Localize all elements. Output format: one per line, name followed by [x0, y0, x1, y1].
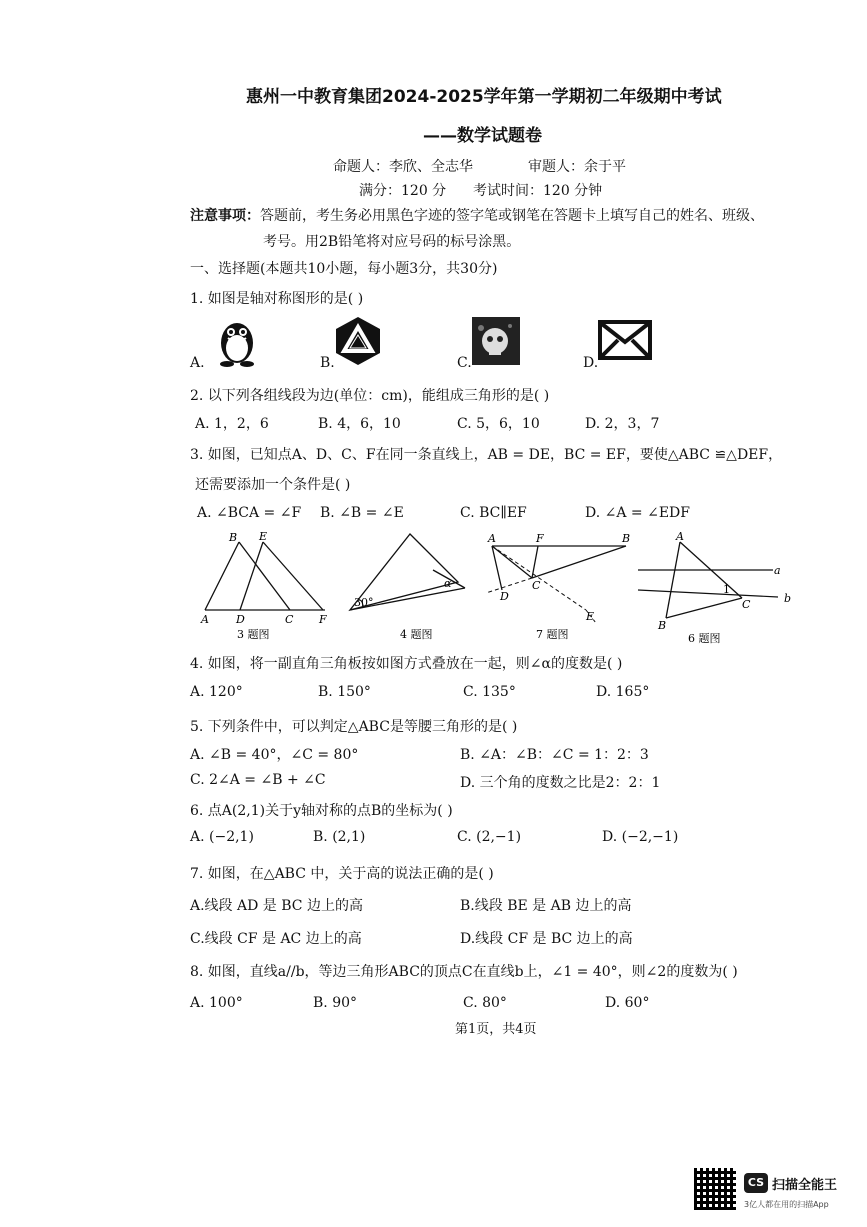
q1-stem: 1. 如图是轴对称图形的是( )	[190, 291, 364, 307]
q2-option-d: D. 2，3，7	[585, 416, 660, 432]
q5-stem: 5. 下列条件中，可以判定△ABC是等腰三角形的是( )	[190, 719, 518, 735]
qr-code-icon	[694, 1168, 736, 1210]
fig4-alpha: α	[444, 577, 452, 590]
q8-option-c: C. 80°	[463, 995, 507, 1011]
fig3-label-c: C	[285, 613, 294, 626]
q7-stem: 7. 如图，在△ABC 中，关于高的说法正确的是( )	[190, 866, 494, 882]
q2-option-a: A. 1，2，6	[195, 416, 269, 432]
q1-option-d: D.	[583, 355, 599, 371]
q5-option-a: A. ∠B = 40°，∠C = 80°	[190, 747, 359, 763]
q7-option-c: C.线段 CF 是 AC 边上的高	[190, 931, 362, 947]
exam-time: 考试时间：120 分钟	[473, 183, 603, 199]
q6-option-c: C. (2,−1)	[457, 829, 522, 845]
q4-stem: 4. 如图，将一副直角三角板按如图方式叠放在一起，则∠α的度数是( )	[190, 656, 623, 672]
q2-stem: 2. 以下列各组线段为边(单位：cm)，能组成三角形的是( )	[190, 388, 550, 404]
q3-option-d: D. ∠A = ∠EDF	[585, 505, 690, 521]
q3-stem-line2: 还需要添加一个条件是( )	[195, 477, 351, 493]
q8-option-b: B. 90°	[313, 995, 358, 1011]
q6-option-a: A. (−2,1)	[190, 829, 254, 845]
exam-title: 惠州一中教育集团2024-2025学年第一学期初二年级期中考试	[246, 87, 722, 107]
fig3-label-f: F	[319, 613, 327, 626]
fig4-angle-30: 30°	[354, 596, 374, 609]
figure-q8	[638, 530, 808, 650]
fig6-label-b: B	[658, 619, 667, 632]
fig4-caption: 4 题图	[400, 628, 433, 641]
fig6-label-a: A	[676, 530, 684, 543]
authors: 命题人：李欣、全志华	[333, 159, 473, 175]
q1-option-a: A.	[190, 355, 205, 371]
fig6-label-line-a: a	[774, 564, 781, 577]
scanner-tagline: 3亿人都在用的扫描App	[744, 1200, 829, 1209]
q8-option-a: A. 100°	[190, 995, 243, 1011]
fig7-label-d: D	[500, 590, 509, 603]
q4-option-a: A. 120°	[190, 684, 243, 700]
q5-option-c: C. 2∠A = ∠B + ∠C	[190, 772, 326, 788]
fig6-angle-1: 1	[723, 583, 730, 596]
scanner-brand: 扫描全能王	[772, 1178, 838, 1193]
fig3-caption: 3 题图	[237, 628, 270, 641]
camscanner-logo: CS	[744, 1173, 768, 1193]
fig3-label-b: B	[229, 531, 238, 544]
fig7-label-a: A	[488, 532, 496, 545]
q7-option-d: D.线段 CF 是 BC 边上的高	[460, 931, 633, 947]
q4-option-c: C. 135°	[463, 684, 516, 700]
q1-option-c: C.	[457, 355, 472, 371]
q6-stem: 6. 点A(2,1)关于y轴对称的点B的坐标为( )	[190, 803, 453, 819]
fig3-label-a: A	[201, 613, 209, 626]
fig3-label-e: E	[259, 530, 268, 543]
recycle-hexagon-image	[332, 315, 384, 367]
q7-option-b: B.线段 BE 是 AB 边上的高	[460, 898, 632, 914]
skull-image	[471, 316, 521, 366]
q8-option-d: D. 60°	[605, 995, 650, 1011]
q3-option-b: B. ∠B = ∠E	[320, 505, 404, 521]
q5-option-d: D. 三个角的度数之比是2：2：1	[460, 775, 661, 791]
exam-subtitle: ——数学试题卷	[423, 126, 542, 146]
notice-label: 注意事项：	[190, 208, 260, 224]
page-footer: 第1页，共4页	[455, 1022, 537, 1037]
section-heading: 一、选择题(本题共10小题，每小题3分，共30分)	[190, 261, 498, 277]
q3-stem-line1: 3. 如图，已知点A、D、C、F在同一条直线上，AB = DE，BC = EF，要使△ABC ≌△DEF，	[190, 447, 783, 463]
q7-option-a: A.线段 AD 是 BC 边上的高	[190, 898, 363, 914]
full-score: 满分：120 分	[359, 183, 447, 199]
q8-stem: 8. 如图，直线a//b，等边三角形ABC的顶点C在直线b上，∠1 = 40°，则∠2的度数为( )	[190, 964, 738, 980]
q3-option-a: A. ∠BCA = ∠F	[197, 505, 302, 521]
q1-option-b: B.	[320, 355, 335, 371]
q5-option-b: B. ∠A：∠B：∠C = 1：2：3	[460, 747, 649, 763]
q3-option-c: C. BC∥EF	[460, 505, 527, 521]
q2-option-c: C. 5，6，10	[457, 416, 540, 432]
fig6-label-line-b: b	[784, 592, 792, 605]
fig6-label-c: C	[742, 598, 751, 611]
fig7-label-f: F	[536, 532, 544, 545]
fig3-label-d: D	[236, 613, 245, 626]
fig6-caption: 6 题图	[688, 632, 721, 645]
fig7-label-c: C	[532, 579, 541, 592]
envelope-image	[598, 320, 652, 360]
reviewer: 审题人：余于平	[528, 159, 626, 175]
notice-line1: 答题前，考生务必用黑色字迹的签字笔或钢笔在答题卡上填写自己的姓名、班级、	[260, 208, 764, 224]
q4-option-d: D. 165°	[596, 684, 650, 700]
figure-q4	[340, 530, 475, 650]
q6-option-b: B. (2,1)	[313, 829, 366, 845]
figure-q3	[195, 530, 345, 650]
fig7-label-b: B	[622, 532, 631, 545]
fig7-label-e: E	[586, 610, 595, 623]
q4-option-b: B. 150°	[318, 684, 371, 700]
figure-q7	[478, 528, 633, 650]
q6-option-d: D. (−2,−1)	[602, 829, 679, 845]
notice-line2: 考号。用2B铅笔将对应号码的标号涂黑。	[263, 234, 521, 250]
q2-option-b: B. 4，6，10	[318, 416, 401, 432]
fig7-caption: 7 题图	[536, 628, 569, 641]
penguin-image	[212, 315, 262, 367]
